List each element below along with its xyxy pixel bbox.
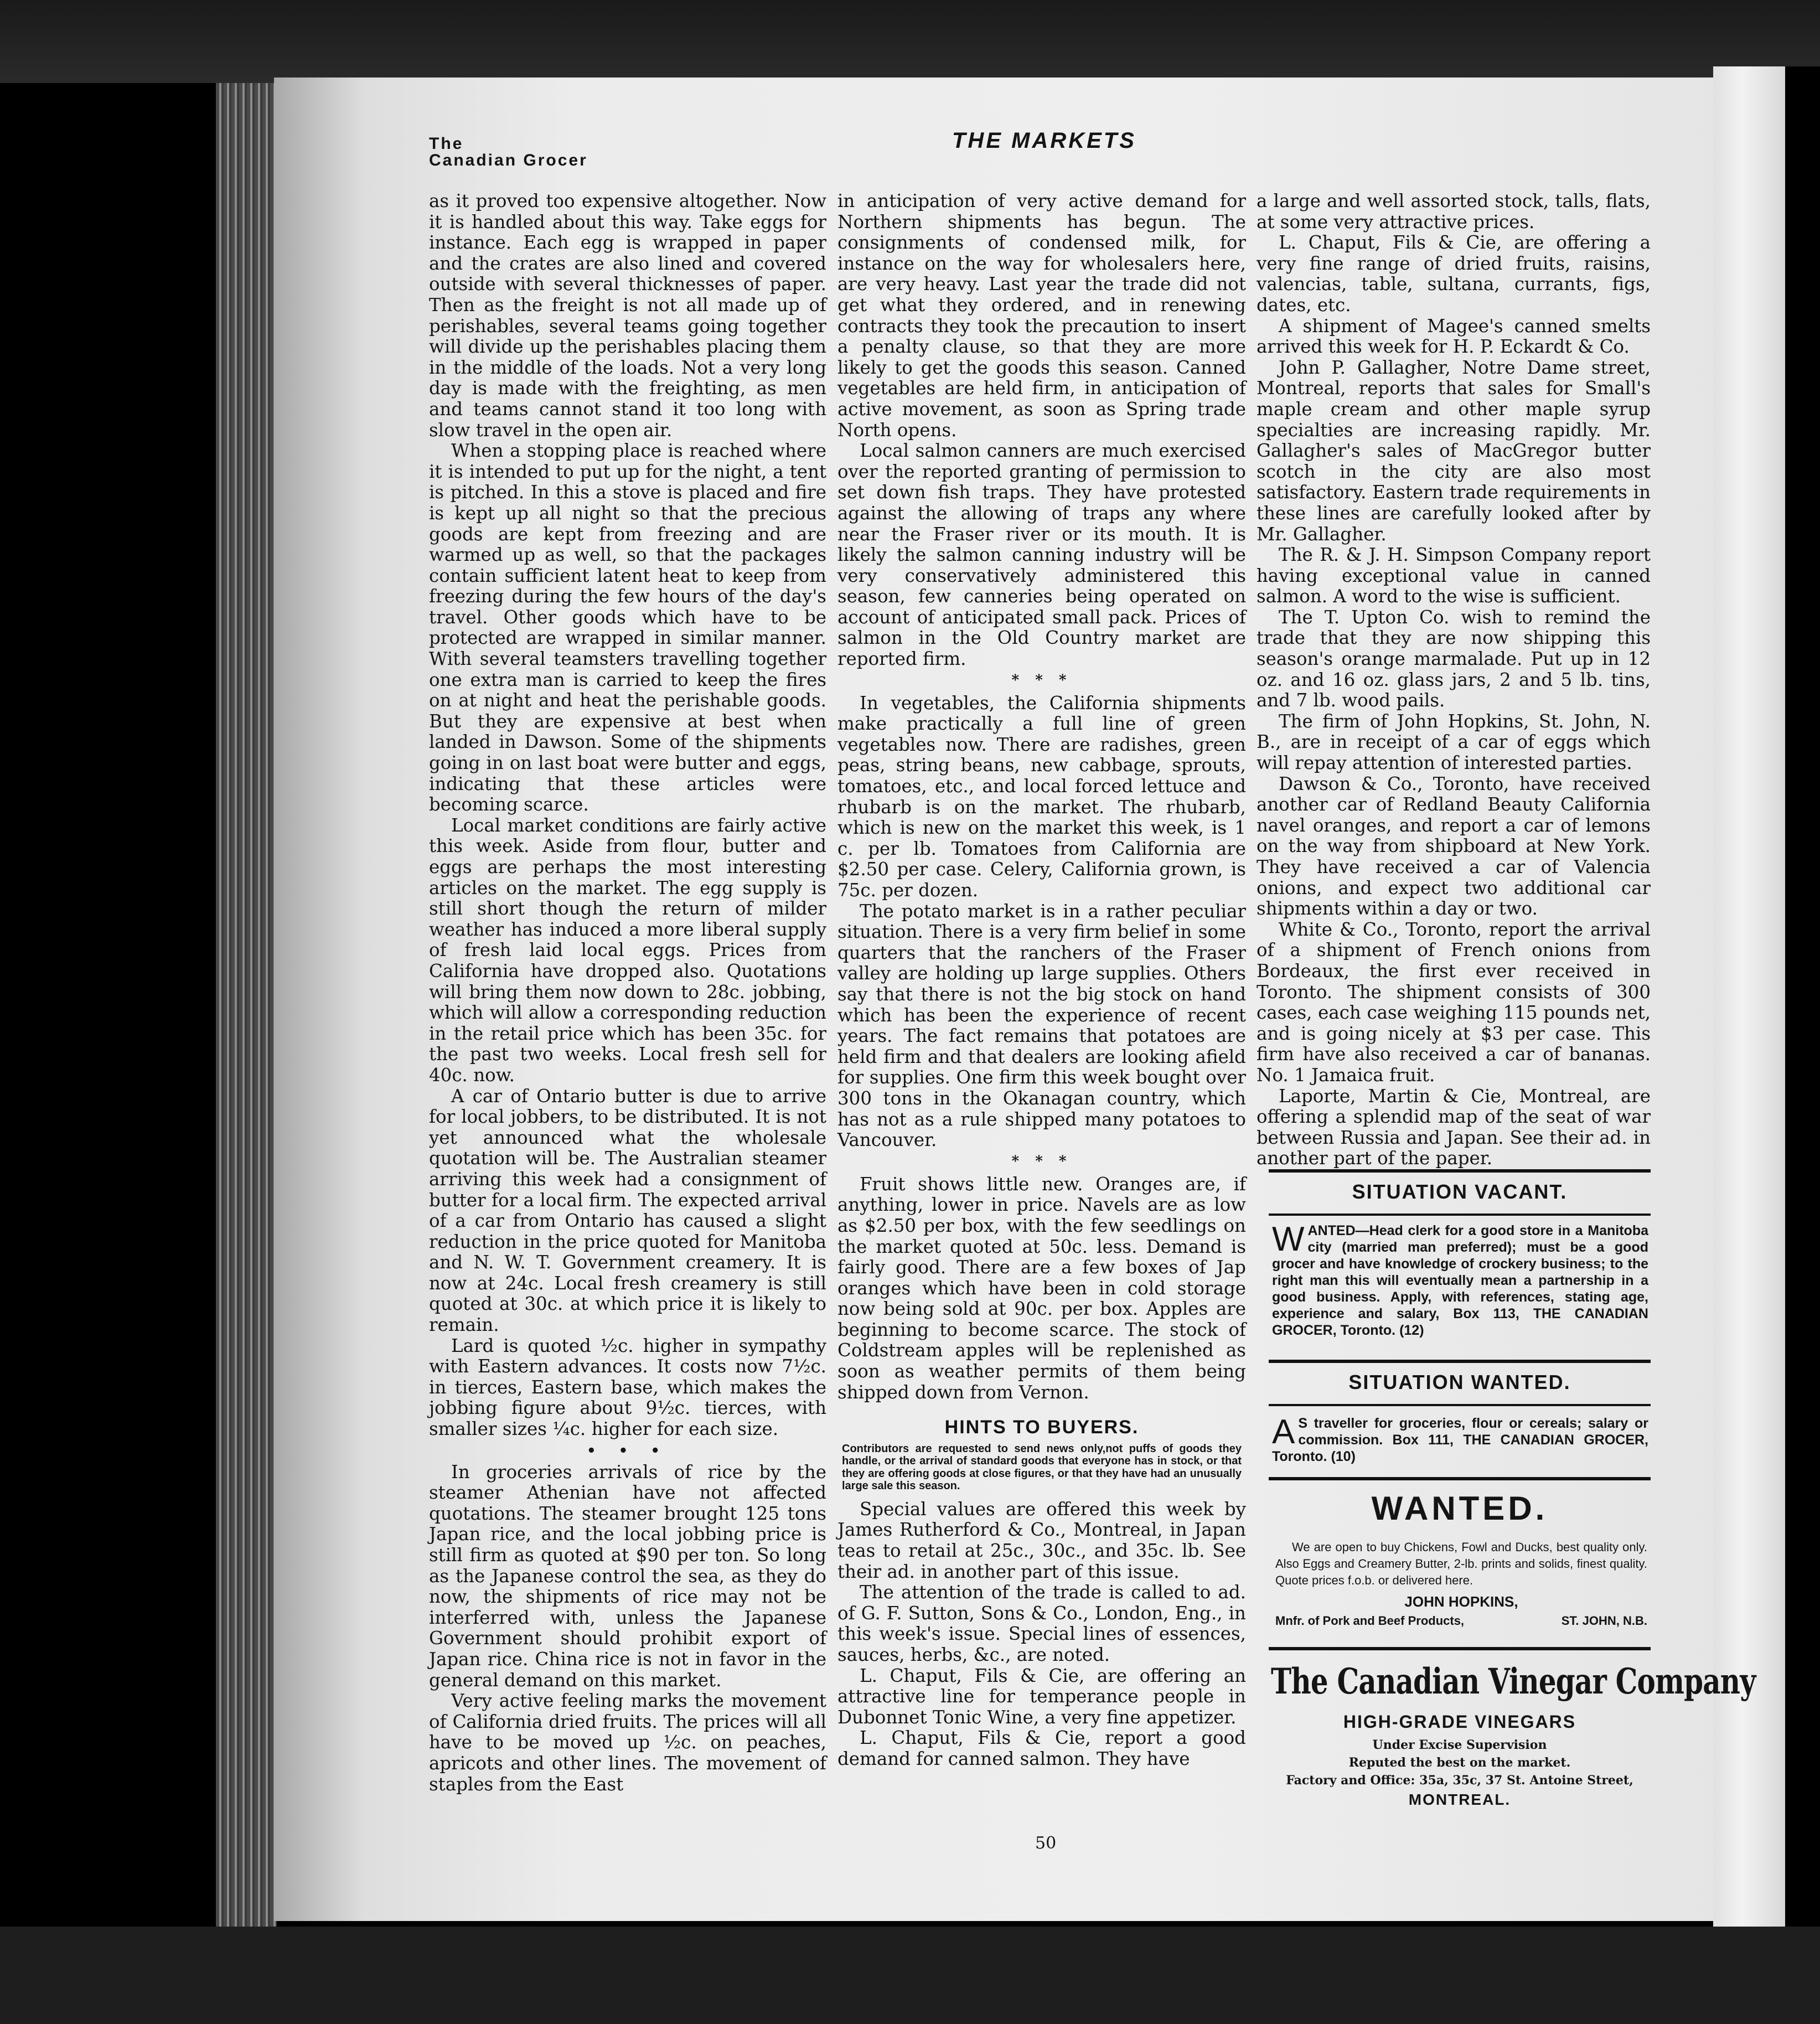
paragraph: In vegetables, the California shipments make practically a full line of green vegetables now. There are radishes, green peas, string beans, new cabbage, sprouts, tomatoes, etc., and local forced lettuce and rhubarb is on the market. The rhubarb, which is new on the market this week, is 1 c. per lb. Tomatoes from California are $2.50 per case. Celery, California grown, is 75c. per dozen. [837,692,1246,901]
situation-vacant-text: ANTED—Head clerk for a good store in a Manitoba city (married man preferred); must be a good grocer and have knowledge of crockery business; to the right man this will eventually mean a partnership in a good business. Apply, with references, stating age, experience and salary, Box 113, THE CANADIAN GROCER, Toronto. (12) [1272,1223,1648,1338]
section-title: THE MARKETS [952,128,1136,153]
paragraph: In groceries arrivals of rice by the steamer Athenian have not affected quotations. The steamer brought 125 tons Japan rice, and the local jobbing price is still firm as quoted at $90 per ton. So long as the Japanese control the sea, as they do now, the shipments of rice may not be interferred with, unless the Japanese Government should prohibit export of Japan rice. China rice is not in favor in the general demand on this market. [429,1461,826,1691]
vinegar-line: HIGH-GRADE VINEGARS [1343,1712,1576,1732]
paragraph: When a stopping place is reached where it is intended to put up for the night, a tent is pitched. In this a stove is placed and fire is kept up all night so that the precious goods are kept from freezing and are warmed up as well, so that the packages contain sufficient latent heat to keep from freezing during the few hours of the day's travel. Other goods which have to be protected are wrapped in similar manner. With several teamsters travelling together one extra man is carried to keep the fires on at night and heat the perishable goods. But they are expensive at best when landed in Dawson. Some of the shipments going in on last boat were butter and eggs, indicating that these articles were becoming scarce. [429,440,826,815]
paragraph: L. Chaput, Fils & Cie, are offering a very fine range of dried fruits, raisins, valencias, table, sultana, currants, figs, dates, etc. [1257,232,1651,316]
ad-rule [1269,1360,1651,1363]
paragraph: The R. & J. H. Simpson Company report having exceptional value in canned salmon. A word to the wise is sufficient. [1257,544,1651,607]
wanted-text: We are open to buy Chickens, Fowl and Ducks, best quality only. Also Eggs and Creamery Butter, 2-lb. prints and solids, finest quality. Quote prices f.o.b. or delivered here. [1275,1540,1647,1587]
vinegar-line: Reputed the best on the market. [1348,1755,1571,1770]
paragraph: The potato market is in a rather peculiar situation. There is a very firm belief in some quarters that the ranchers of the Fraser valley are holding up large supplies. Others say that there is not the big stock on hand which has been the experience of recent years. The fact remains that potatoes are held firm and that dealers are looking afield for supplies. One firm this week bought over 300 tons in the Okanagan country, which has not as a rule shipped many potatoes to Vancouver. [837,900,1246,1151]
scan-right-border [1785,66,1820,1938]
running-head-line1: The [429,135,464,153]
paragraph: Very active feeling marks the movement of California dried fruits. The prices will all have to be moved up ½c. on peaches, apricots and other lines. The movement of staples from the East [429,1690,826,1795]
paragraph: The attention of the trade is called to ad. of G. F. Sutton, Sons & Co., London, Eng., in this week's issue. Special lines of essences, sauces, herbs, &c., are noted. [837,1582,1246,1665]
paragraph: Laporte, Martin & Cie, Montreal, are offering a splendid map of the seat of war between Russia and Japan. See their ad. in another part of the paper. [1257,1085,1651,1169]
page-number: 50 [1035,1834,1057,1853]
situation-wanted-text: S traveller for groceries, flour or cereals; salary or commission. Box 111, THE CANADIAN GROCER, Toronto. (10) [1272,1416,1648,1464]
ad-rule [1269,1647,1651,1650]
situation-vacant-heading: SITUATION VACANT. [1352,1180,1568,1203]
hints-note: Contributors are requested to send news only,not puffs of goods they handle, or the arrival of standard goods that everyone has in stock, or that they are offering goods at close figures, or that they have had an unusually large sale this season. [842,1442,1242,1493]
wanted-name: JOHN HOPKINS, [1404,1593,1518,1610]
drop-cap: A [1272,1413,1295,1451]
hints-heading: HINTS TO BUYERS. [944,1417,1139,1438]
wanted-ad [1275,1539,1647,1628]
paragraph: A shipment of Magee's canned smelts arrived this week for H. P. Eckardt & Co. [1257,315,1651,358]
paragraph: The firm of John Hopkins, St. John, N. B., are in receipt of a car of eggs which will repay attention of interested parties. [1257,710,1651,774]
situation-vacant-ad [1272,1222,1648,1339]
vinegar-line: MONTREAL. [1408,1791,1511,1808]
column-3 [1257,191,1651,1169]
paragraph: Fruit shows little new. Oranges are, if anything, lower in price. Navels are as low as $2.50 per box, with the few seedlings on the market quoted at 50c. less. Demand is fairly good. There are a few boxes of Jap oranges which have been in cold storage now being sold at 90c. per box. Apples are beginning to become scarce. The stock of Coldstream apples will be replenished as soon as weather permits of them being shipped down from Vernon. [837,1173,1246,1403]
paragraph: White & Co., Toronto, report the arrival of a shipment of French onions from Bordeaux, the first ever received in Toronto. The shipment consists of 300 cases, each case weighing 115 pounds net, and is going nicely at $3 per case. This firm have also received a car of bananas. No. 1 Jamaica fruit. [1257,918,1651,1086]
section-separator: * * * [1011,1153,1072,1170]
paragraph: Local salmon canners are much exercised over the reported granting of permission to set down fish traps. They have protested against the allowing of traps any where near the Fraser river or its mouth. It is likely the salmon canning industry will be very conservatively administered this season, few canneries being operated on account of anticipated small pack. Prices of salmon in the Old Country market are reported firm. [837,440,1246,670]
paragraph: a large and well assorted stock, talls, flats, at some very attractive prices. [1257,190,1651,233]
wanted-sub-right: ST. JOHN, N.B. [1561,1614,1647,1628]
vinegar-ad [1269,1712,1651,1809]
vinegar-company-title: The Canadian Vinegar Company [1271,1661,1756,1702]
ad-rule [1269,1404,1651,1406]
wanted-heading: WANTED. [1371,1490,1548,1527]
vinegar-line: Under Excise Supervision [1372,1738,1547,1752]
column-1 [429,191,826,1795]
section-separator: • • • [587,1442,669,1459]
paragraph: L. Chaput, Fils & Cie, are offering an attractive line for temperance people in Dubonnet Tonic Wine, a very fine appetizer. [837,1665,1246,1728]
scan-bottom-border [0,1927,1820,2024]
ad-rule [1269,1214,1651,1216]
paragraph: John P. Gallagher, Notre Dame street, Montreal, reports that sales for Small's maple cream and other maple syrup specialties are increasing rapidly. Mr. Gallagher's sales of MacGregor butter scotch in the city are also most satisfactory. Eastern trade requirements in these lines are carefully looked after by Mr. Gallagher. [1257,357,1651,545]
situation-wanted-ad [1272,1415,1648,1465]
paragraph: A car of Ontario butter is due to arrive for local jobbers, to be distributed. It is not yet announced what the wholesale quotation will be. The Australian steamer arriving this week had a consignment of butter for a local firm. The expected arrival of a car from Ontario has caused a slight reduction in the price quoted for Manitoba and N. W. T. Government creamery. It is now at 24c. Local fresh creamery is still quoted at 30c. at which price it is likely to remain. [429,1085,826,1336]
wanted-subline [1275,1614,1647,1628]
column-2 [837,191,1246,1770]
book-page-edges [216,83,277,1932]
ad-rule [1269,1477,1651,1480]
paragraph: Special values are offered this week by James Rutherford & Co., Montreal, in Japan teas to retail at 25c., 30c., and 35c. lb. See their ad. in another part of this issue. [837,1498,1246,1582]
paragraph: in anticipation of very active demand for Northern shipments has begun. The consignments of condensed milk, for instance on the way for wholesalers here, are very heavy. Last year the trade did not get what they ordered, and in renewing contracts they took the precaution to insert a penalty clause, so that they are more likely to get the goods this season. Canned vegetables are held firm, in anticipation of active movement, as soon as Spring trade North opens. [837,190,1246,441]
wanted-sub-left: Mnfr. of Pork and Beef Products, [1275,1614,1465,1628]
paragraph: as it proved too expensive altogether. Now it is handled about this way. Take eggs for instance. Each egg is wrapped in paper and the crates are also lined and covered outside with several thicknesses of paper. Then as the freight is not all made up of perishables, several teams going together will divide up the perishables placing them in the middle of the loads. Not a very long day is made with the freighting, as men and teams cannot stand it too long with slow travel in the open air. [429,190,826,441]
paragraph: The T. Upton Co. wish to remind the trade that they are now shipping this season's orange marmalade. Put up in 12 oz. and 16 oz. glass jars, 2 and 5 lb. tins, and 7 lb. wood pails. [1257,606,1651,711]
running-head-publication [429,136,588,169]
drop-cap: W [1272,1220,1305,1258]
ad-rule [1269,1169,1651,1173]
section-separator: * * * [1011,672,1072,689]
paragraph: L. Chaput, Fils & Cie, report a good demand for canned salmon. They have [837,1727,1246,1769]
running-head-line2: Canadian Grocer [429,151,588,169]
situation-wanted-heading: SITUATION WANTED. [1348,1371,1571,1393]
paragraph: Lard is quoted ½c. higher in sympathy with Eastern advances. It costs now 7½c. in tierces, Eastern base, which makes the jobbing figure about 9½c. tierces, with smaller sizes ¼c. higher for each size. [429,1335,826,1440]
paragraph: Dawson & Co., Toronto, have received another car of Redland Beauty California navel oranges, and report a car of lemons on the way from shipboard at New York. They have received a car of Valencia onions, and expect two additional car shipments within a day or two. [1257,773,1651,920]
vinegar-line: Factory and Office: 35a, 35c, 37 St. Antoine Street, [1286,1773,1633,1788]
facing-page-edge [1713,66,1785,1938]
paragraph: Local market conditions are fairly active this week. Aside from flour, butter and eggs are perhaps the most interesting articles on the market. The egg supply is still short though the return of milder weather has induced a more liberal supply of fresh laid local eggs. Prices from California have dropped also. Quotations will bring them now down to 28c. jobbing, which will allow a corresponding reduction in the retail price which has been 35c. for the past two weeks. Local fresh sell for 40c. now. [429,814,826,1086]
scan-top-border [0,0,1820,83]
